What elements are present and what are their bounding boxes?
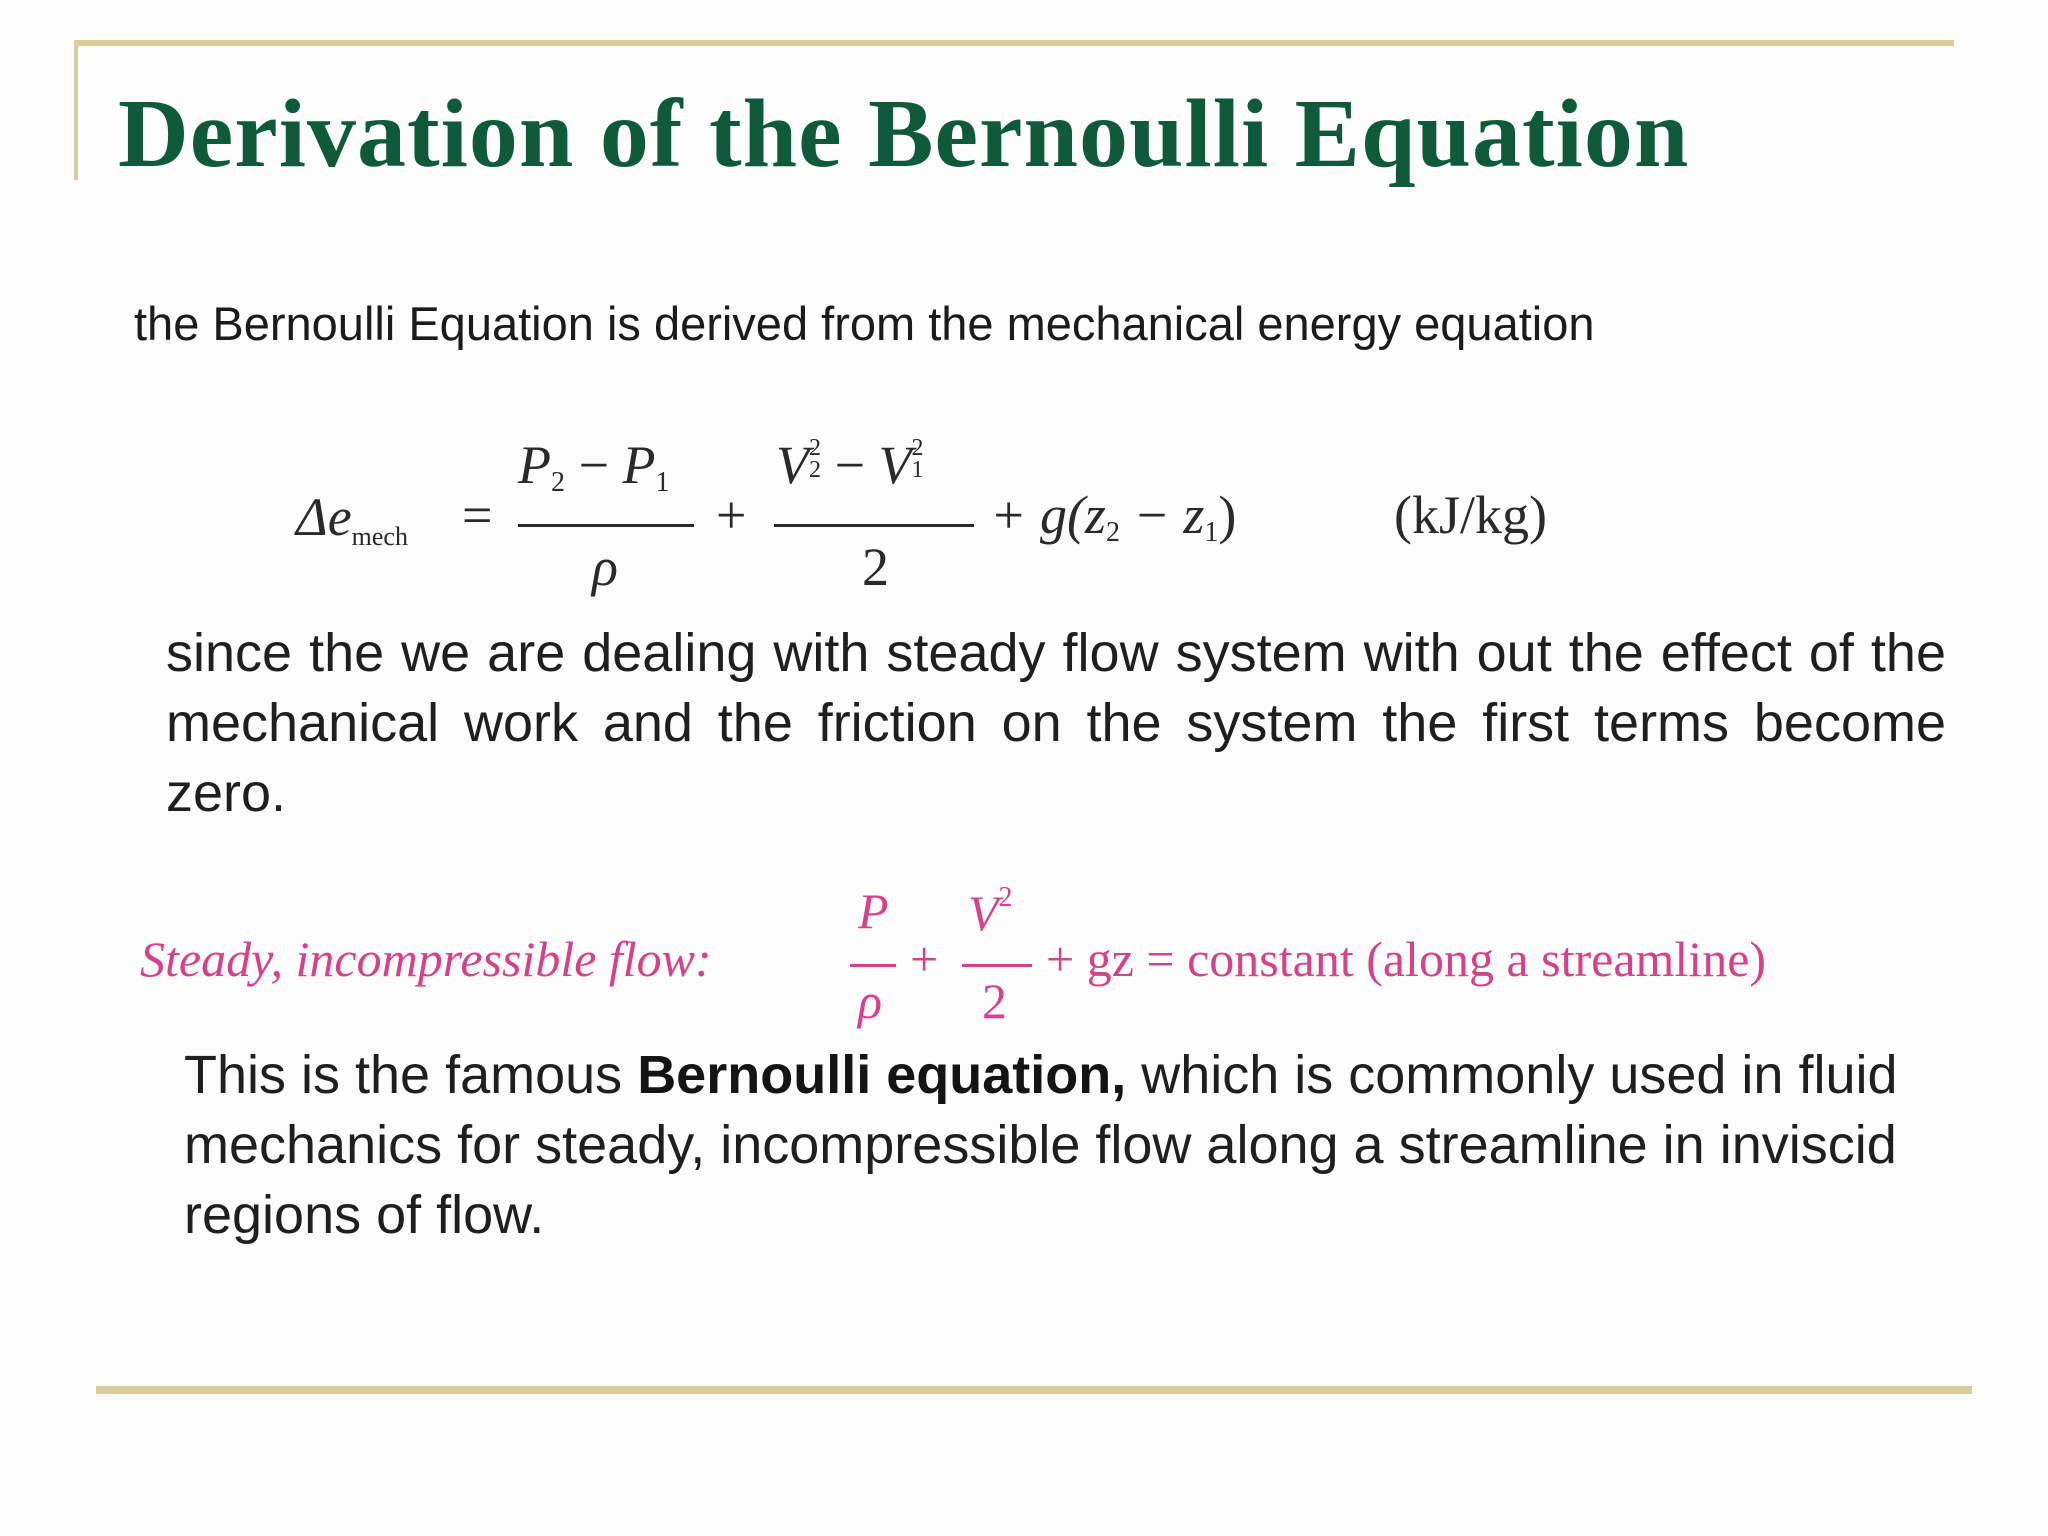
bernoulli-equation [140,880,1940,1040]
bottom-divider [96,1386,1972,1394]
eq1-equals: = [462,485,493,545]
eq1-frac1-denominator: ρ [592,537,618,597]
explanation-paragraph: since the we are dealing with steady flow system with out the effect of the mechanical work and the friction on the system the first terms become zero. [166,623,1946,823]
eq1-frac2-numerator: V2 2 − V2 1 [776,435,924,495]
bernoulli-description: This is the famous Bernoulli equation, which is commonly used in fluid mechanics for steady, incompressible flow along a streamline in inviscid regions of flow. [184,1045,1898,1245]
eq2-tail: + gz = constant (along a streamline) [1046,931,1767,987]
eq2-frac2-numerator: $V^2$ [968,882,1013,941]
eq2-frac1-bar [850,964,896,967]
eq2-frac1-denominator: ρ [858,973,882,1029]
eq1-units: (kJ/kg) [1394,485,1547,545]
eq1-frac2-denominator: 2 [862,537,889,597]
slide-title: Derivation of the Bernoulli Equation [118,80,1690,188]
left-divider [74,40,78,180]
eq1-gravity-term: + $g(z_2 - z_1)$ [990,485,1237,548]
eq2-frac1-numerator: P [858,883,889,939]
eq2-frac2-bar [962,964,1032,967]
mechanical-energy-equation [296,435,1596,600]
eq2-label: Steady, incompressible flow: [140,931,712,987]
top-divider [74,40,1954,46]
eq2-plus: + [910,931,939,987]
eq1-frac2-bar [774,524,974,527]
eq1-lhs: Δemech [296,487,408,551]
eq1-frac1-numerator: $P_2 - P_1$ [518,435,670,498]
bernoulli-equation-term: Bernoulli equation, [637,1045,1127,1105]
intro-text: the Bernoulli Equation is derived from the mechanical energy equation [134,297,1595,350]
eq1-plus: + [716,485,747,545]
eq2-frac2-denominator: 2 [982,973,1007,1029]
eq1-frac1-bar [518,524,694,527]
